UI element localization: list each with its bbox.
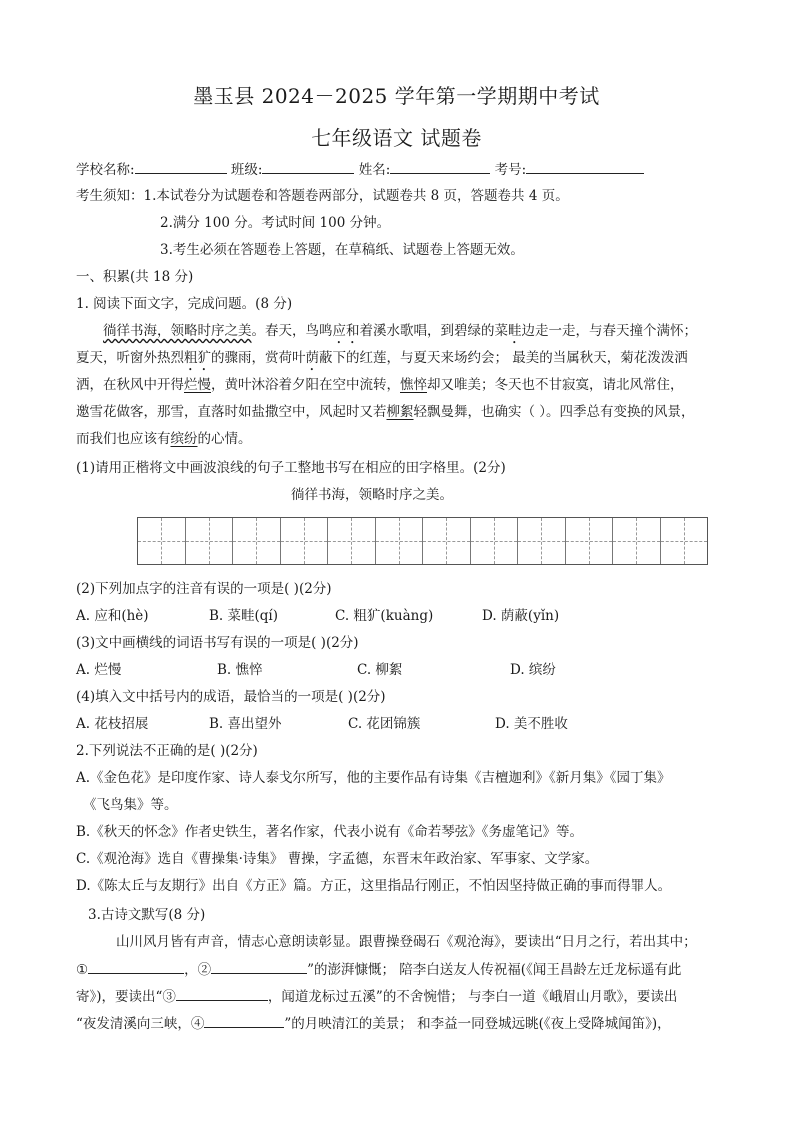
notice-line-2: 2.满分 100 分。考试时间 100 分钟。 <box>160 215 391 231</box>
grid-cell[interactable] <box>186 518 234 564</box>
blank-4[interactable] <box>204 1014 284 1028</box>
option-b[interactable]: B. 喜出望外 <box>209 716 282 732</box>
exam-no-field[interactable] <box>526 160 644 174</box>
grid-cell[interactable] <box>328 518 376 564</box>
q2-option-b[interactable]: B.《秋天的怀念》作者史铁生，著名作家，代表小说有《命若琴弦》《务虚笔记》等。 <box>76 824 583 840</box>
q2-option-a-line-1[interactable]: A.《金色花》是印度作家、诗人泰戈尔所写，他的主要作品有诗集《吉檀迦利》《新月集》《园丁集》 <box>76 770 671 786</box>
blank-1[interactable] <box>88 960 184 974</box>
question-1-4: (4)填入文中括号内的成语，最恰当的一项是( )(2分) <box>76 689 386 705</box>
option-b[interactable]: B. 憔悴 <box>217 662 263 678</box>
blank-2[interactable] <box>211 960 307 974</box>
q3-line-3: 寄》)，要读出“③ ，闻道龙标过五溪”的不舍惋惜； 与李白一道《峨眉山月歌》，要读出 <box>76 989 678 1005</box>
option-d[interactable]: D. 荫蔽(yǐn) <box>482 608 560 624</box>
option-d[interactable]: D. 缤纷 <box>510 662 556 678</box>
school-field[interactable] <box>135 160 227 174</box>
grid-cell[interactable] <box>518 518 566 564</box>
option-a[interactable]: A. 花枝招展 <box>76 716 149 732</box>
exam-subtitle: 七年级语文 试题卷 <box>311 126 482 150</box>
grid-cell[interactable] <box>376 518 424 564</box>
question-1-1: (1)请用正楷将文中画波浪线的句子工整地书写在相应的田字格里。(2分) <box>76 460 506 476</box>
grid-cell[interactable] <box>423 518 471 564</box>
passage-line-5: 而我们也应该有缤纷的心情。 <box>76 431 252 447</box>
passage-line-4: 邀雪花做客，那雪，直落时如盐撒空中，风起时又若柳絮轻飘曼舞，也确实（ ）。四季总有变换的风景， <box>76 404 695 420</box>
option-a[interactable]: A. 应和(hè) <box>76 608 149 624</box>
grid-cell[interactable] <box>471 518 519 564</box>
notice-label: 考生须知： <box>76 188 144 204</box>
grid-cell[interactable] <box>138 518 186 564</box>
q2-option-c[interactable]: C.《观沧海》选自《曹操集·诗集》 曹操，字孟德，东晋末年政治家、军事家、文学家。 <box>76 851 599 867</box>
school-label: 学校名称: <box>76 162 135 178</box>
passage-line-2: 夏天，听窗外热烈粗犷的骤雨，赏荷叶荫蔽下的红莲，与夏天来场约会； 最美的当属秋天，菊花泼泼洒 <box>76 350 688 366</box>
question-2: 2.下列说法不正确的是( )(2分) <box>76 743 258 759</box>
passage-line-1: 徜徉书海，领略时序之美。春天，鸟鸣应和着溪水歌唱，到碧绿的菜畦边走一走，与春天撞个满怀； <box>103 323 697 339</box>
option-c[interactable]: C. 粗犷(kuàng) <box>335 608 434 624</box>
q2-option-d[interactable]: D.《陈太丘与友期行》出自《方正》篇。方正，这里指品行刚正，不怕因坚持做正确的事而得罪人。 <box>76 878 672 894</box>
option-b[interactable]: B. 菜畦(qí) <box>209 608 278 624</box>
exam-no-label: 考号: <box>494 162 527 178</box>
student-info-row <box>76 160 644 179</box>
copy-sentence: 徜徉书海，领略时序之美。 <box>291 487 453 503</box>
name-label: 姓名: <box>358 162 391 178</box>
class-label: 班级: <box>230 162 263 178</box>
grid-cell[interactable] <box>233 518 281 564</box>
class-field[interactable] <box>262 160 354 174</box>
q3-line-2: ① ，② ”的澎湃慷慨； 陪李白送友人传祝福(《闻王昌龄左迁龙标遥有此 <box>76 962 682 978</box>
notice-line-1: 考生须知：1.本试卷分为试题卷和答题卷两部分，试题卷共 8 页，答题卷共 4 页。 <box>76 188 569 204</box>
passage-line-3: 洒，在秋风中开得烂慢，黄叶沐浴着夕阳在空中流转，憔悴却又唯美；冬天也不甘寂寞，请北风常住， <box>76 377 684 393</box>
option-c[interactable]: C. 柳絮 <box>357 662 403 678</box>
blank-3[interactable] <box>176 987 268 1001</box>
question-1-2: (2)下列加点字的注音有误的一项是( )(2分) <box>76 581 332 597</box>
option-c[interactable]: C. 花团锦簇 <box>348 716 421 732</box>
q3-line-4: “夜发清溪向三峡，④ ”的月映清江的美景； 和李益一同登城远眺(《夜上受降城闻笛》)， <box>76 1016 671 1032</box>
grid-cell[interactable] <box>566 518 614 564</box>
question-3: 3.古诗文默写(8 分) <box>88 907 206 923</box>
question-1: 1. 阅读下面文字，完成问题。(8 分) <box>76 296 293 312</box>
grid-cell[interactable] <box>281 518 329 564</box>
grid-cell[interactable] <box>661 518 708 564</box>
tianzi-grid[interactable] <box>137 517 708 565</box>
q2-option-a-line-2[interactable]: 《飞鸟集》等。 <box>83 797 178 813</box>
option-a[interactable]: A. 烂慢 <box>76 662 122 678</box>
notice-line-3: 3.考生必须在答题卷上答题，在草稿纸、试题卷上答题无效。 <box>160 242 524 258</box>
name-field[interactable] <box>390 160 490 174</box>
option-d[interactable]: D. 美不胜收 <box>495 716 568 732</box>
question-1-3: (3)文中画横线的词语书写有误的一项是( )(2分) <box>76 635 359 651</box>
q3-line-1: 山川风月皆有声音，情志心意朗读彰显。跟曹操登碣石《观沧海》，要读出“日月之行，若出其中； <box>116 934 697 950</box>
section-heading: 一、积累(共 18 分) <box>76 269 194 285</box>
grid-cell[interactable] <box>613 518 661 564</box>
exam-title: 墨玉县 2024－2025 学年第一学期期中考试 <box>193 84 600 108</box>
